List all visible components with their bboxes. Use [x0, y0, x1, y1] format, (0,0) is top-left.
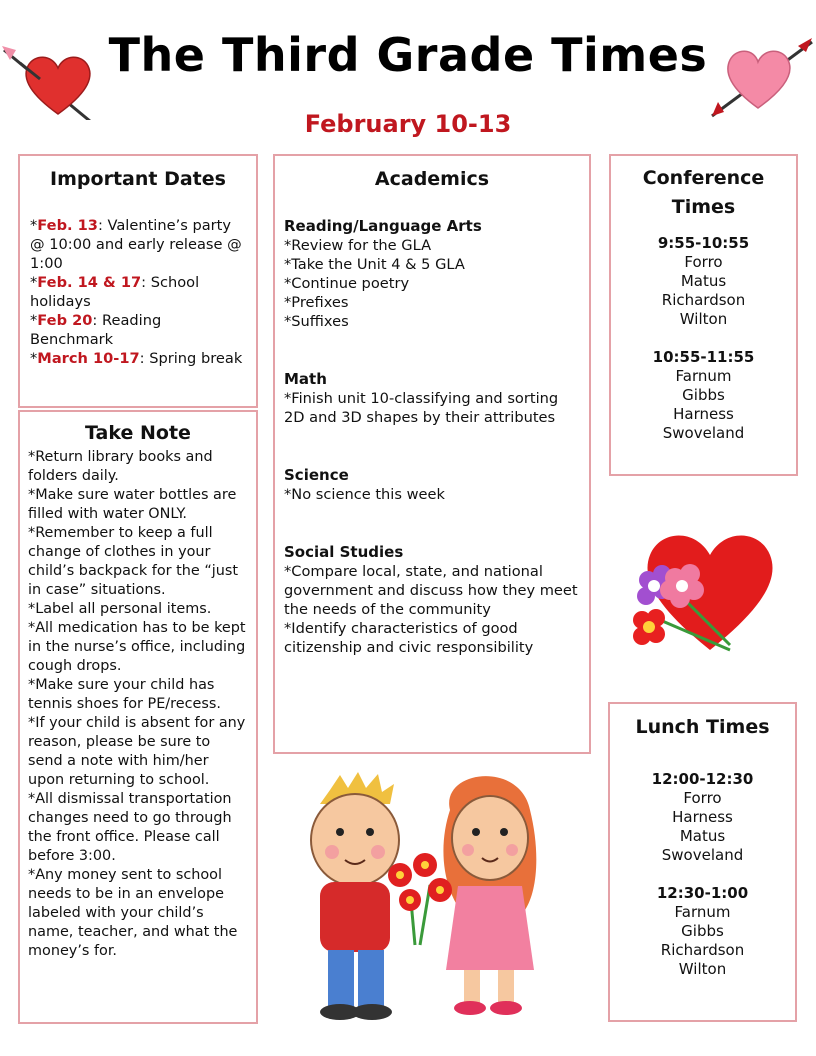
teacher-name: Forro	[683, 789, 722, 807]
academics-section-reading	[284, 216, 580, 331]
important-dates-list	[30, 216, 246, 368]
take-note-list	[28, 448, 248, 961]
note-item: *All dismissal transportation changes need to go through the front office. Please call before 3:00.	[28, 791, 232, 864]
conference-times-heading: Conference Times	[642, 167, 765, 218]
teacher-name: Wilton	[679, 310, 728, 328]
conference-times-box	[609, 154, 798, 476]
teacher-name: Farnum	[674, 903, 731, 921]
conference-times-list	[617, 234, 790, 443]
academics-box	[273, 154, 591, 754]
list-item: *Identify characteristics of good citizenship and civic responsibility	[284, 620, 534, 656]
time-group	[617, 348, 790, 443]
note-item: *If your child is absent for any reason, please be sure to send a note with him/her upon returning to school.	[28, 715, 246, 788]
date-item: *Feb 20: Reading Benchmark	[30, 312, 162, 348]
teacher-name: Wilton	[678, 960, 727, 978]
teacher-name: Matus	[679, 827, 726, 845]
time-slot: 9:55-10:55	[657, 234, 750, 252]
note-item: *Any money sent to school needs to be in an envelope labeled with your child’s name, teacher, and what the money’s for.	[28, 867, 238, 959]
list-item: *Review for the GLA	[284, 237, 432, 254]
lunch-times-heading: Lunch Times	[635, 716, 770, 738]
important-dates-heading: Important Dates	[50, 168, 226, 190]
heart-arrow-right-icon	[708, 36, 816, 120]
section-title: Math	[284, 370, 327, 388]
heart-flowers-icon	[620, 510, 790, 670]
take-note-heading: Take Note	[85, 422, 191, 444]
date-item: *March 10-17: Spring break	[30, 350, 243, 367]
time-slot: 10:55-11:55	[652, 348, 755, 366]
list-item: *Finish unit 10-classifying and sorting 2D and 3D shapes by their attributes	[284, 390, 559, 426]
teacher-name: Swoveland	[661, 846, 744, 864]
list-item: *Take the Unit 4 & 5 GLA	[284, 256, 465, 273]
time-slot: 12:30-1:00	[656, 884, 749, 902]
note-item: *All medication has to be kept in the nurse’s office, including cough drops.	[28, 620, 246, 674]
teacher-name: Gibbs	[681, 922, 724, 940]
list-item: *Compare local, state, and national government and discuss how they meet the needs of the community	[284, 563, 578, 618]
list-item: *No science this week	[284, 486, 445, 503]
date-item: *Feb. 13: Valentine’s party @ 10:00 and early release @ 1:00	[30, 217, 242, 272]
academics-section-science	[284, 465, 580, 504]
list-item: *Prefixes	[284, 294, 349, 311]
teacher-name: Richardson	[660, 941, 745, 959]
list-item: *Continue poetry	[284, 275, 410, 292]
time-group	[617, 234, 790, 329]
teacher-name: Farnum	[675, 367, 732, 385]
lunch-times-list	[616, 770, 789, 979]
section-title: Social Studies	[284, 543, 404, 561]
newsletter-title: The Third Grade Times	[108, 28, 708, 82]
note-item: *Make sure water bottles are filled with water ONLY.	[28, 487, 237, 522]
academics-section-social-studies	[284, 542, 580, 657]
note-item: *Make sure your child has tennis shoes for PE/recess.	[28, 677, 221, 712]
teacher-name: Richardson	[661, 291, 746, 309]
list-item: *Suffixes	[284, 313, 349, 330]
heart-arrow-left-icon	[0, 36, 116, 120]
note-item: *Return library books and folders daily.	[28, 449, 213, 484]
important-dates-box	[18, 154, 258, 408]
academics-heading: Academics	[374, 168, 490, 190]
valentine-kids-illustration	[290, 770, 580, 1030]
take-note-box	[18, 410, 258, 1024]
time-slot: 12:00-12:30	[651, 770, 754, 788]
teacher-name: Matus	[680, 272, 727, 290]
date-range: February 10-13	[304, 110, 512, 138]
section-title: Reading/Language Arts	[284, 217, 482, 235]
teacher-name: Forro	[684, 253, 723, 271]
academics-content	[284, 216, 580, 657]
date-item: *Feb. 14 & 17: School holidays	[30, 274, 200, 310]
teacher-name: Harness	[672, 808, 733, 826]
time-group	[616, 770, 789, 865]
teacher-name: Harness	[673, 405, 734, 423]
teacher-name: Swoveland	[662, 424, 745, 442]
teacher-name: Gibbs	[682, 386, 725, 404]
section-title: Science	[284, 466, 349, 484]
academics-section-math	[284, 369, 580, 427]
time-group	[616, 884, 789, 979]
note-item: *Remember to keep a full change of clothes in your child’s backpack for the “just in case” situations.	[28, 525, 239, 598]
lunch-times-box	[608, 702, 797, 1022]
note-item: *Label all personal items.	[28, 601, 212, 617]
